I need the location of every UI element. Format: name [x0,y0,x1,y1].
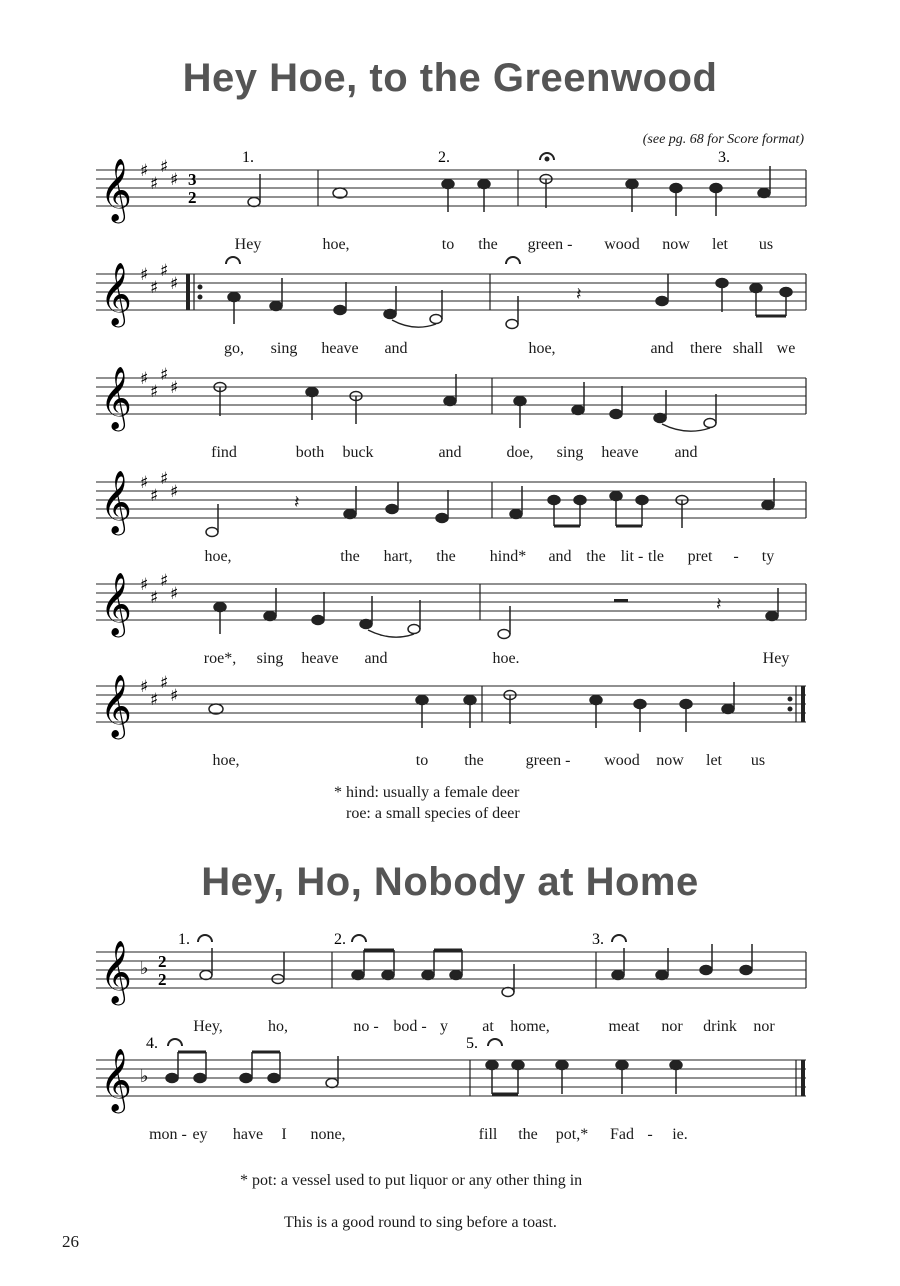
lyric: shall [732,340,764,357]
lyrics-line [96,1126,806,1148]
lyric: have [232,1126,264,1143]
svg-text:♯: ♯ [160,571,169,591]
svg-text:♯: ♯ [160,469,169,489]
treble-clef-icon: 𝄞 [100,572,132,635]
lyric: to [415,752,429,769]
lyric: the [478,236,498,253]
svg-text:♯: ♯ [150,486,159,506]
lyric: mon - [149,1126,187,1143]
svg-text:𝄽: 𝄽 [294,492,300,512]
svg-text:𝄽: 𝄽 [576,284,582,304]
lyric: wood [604,236,640,253]
lyrics-line [96,1018,806,1040]
lyric: fill [478,1126,498,1143]
lyric: we [776,340,796,357]
fermata-icon [168,1039,502,1046]
notes [166,1052,682,1094]
lyric: ie. [672,1126,688,1143]
svg-text:♯: ♯ [160,157,169,177]
lyric: hoe. [492,650,520,667]
treble-clef-icon: 𝄞 [100,262,132,325]
lyric: home, [510,1018,550,1035]
lyric: Fad [610,1126,634,1143]
svg-text:♯: ♯ [140,265,149,285]
lyric: the [464,752,484,769]
lyrics-line [96,650,806,672]
staff-6 [96,673,806,750]
lyric: heave [301,650,339,667]
lyric: sing [270,340,298,357]
score-format-reference: (see pg. 68 for Score format) [642,132,804,147]
fermata-icon [226,257,520,264]
lyric: sing [256,650,284,667]
lyric: roe*, [203,650,237,667]
svg-text:♯: ♯ [140,677,149,697]
song1-system-2 [96,261,806,358]
lyric: nor [661,1018,683,1035]
lyric: hoe, [528,340,556,357]
notes [209,682,734,732]
footnote-hind: * hind: usually a female deer [334,784,520,801]
lyric: - [733,548,739,565]
lyric: wood [604,752,640,769]
round-entry-3: 3. [718,149,730,166]
song1-system-5 [96,571,806,668]
lyric: now [656,752,684,769]
round-entry-3: 3. [592,931,604,948]
round-entry-2: 2. [334,931,346,948]
song1-system-4 [96,469,806,566]
lyric: ho, [268,1018,288,1035]
lyric: green - [525,752,571,769]
treble-clef-icon: 𝄞 [100,366,132,429]
slur [662,424,710,431]
staff-1 [96,149,806,234]
svg-text:♯: ♯ [160,365,169,385]
lyric: both [295,444,325,461]
song1-system-3 [96,365,806,462]
lyric: heave [321,340,359,357]
svg-text:♯: ♯ [170,274,179,294]
lyric: and [650,340,674,357]
treble-clef-icon: 𝄞 [100,1048,132,1111]
key-signature-flat: ♭ [140,1066,149,1087]
svg-text:♯: ♯ [150,382,159,402]
round-entry-2: 2. [438,149,450,166]
lyrics-line [96,340,806,362]
notes [214,374,716,428]
lyric: I [281,1126,287,1143]
song2-system-2 [96,1035,806,1144]
fermata-icon [198,935,626,942]
svg-text:♯: ♯ [160,673,169,693]
round-entry-1: 1. [178,931,190,948]
lyric: heave [601,444,639,461]
song2-title: Hey, Ho, Nobody at Home [201,860,699,904]
svg-text:♯: ♯ [160,261,169,281]
round-entry-1: 1. [242,149,254,166]
svg-text:♯: ♯ [140,473,149,493]
time-signature-bottom: 2 [158,970,167,989]
treble-clef-icon: 𝄞 [100,940,132,1003]
lyric: the [436,548,456,565]
time-signature-top: 3 [188,170,197,189]
lyric: tle [648,548,664,565]
lyric: none, [310,1126,346,1143]
lyric: find [211,444,237,461]
lyric: go, [224,340,244,357]
svg-text:♯: ♯ [140,575,149,595]
svg-text:♯: ♯ [170,170,179,190]
staff-5 [96,571,806,648]
lyric: ty [761,548,775,565]
lyric: Hey [234,236,262,253]
lyric: let [712,236,728,253]
lyric: Hey, [193,1018,223,1035]
lyric: now [662,236,690,253]
lyric: and [674,444,698,461]
svg-text:♯: ♯ [150,174,159,194]
slur [368,630,414,637]
footnote-roe: roe: a small species of deer [346,805,520,822]
lyric: drink [703,1018,737,1035]
lyric: pot,* [555,1126,589,1143]
lyric: to [441,236,455,253]
song2-system-1 [96,931,806,1036]
toast-remark: This is a good round to sing before a toast. [284,1214,557,1231]
svg-text:♯: ♯ [170,584,179,604]
lyric: and [438,444,462,461]
fermata-icon [540,153,554,161]
svg-text:♯: ♯ [150,690,159,710]
lyric: - [647,1126,653,1143]
staff-2 [96,261,806,338]
svg-text:♯: ♯ [140,369,149,389]
svg-text:♯: ♯ [170,686,179,706]
lyric: at [482,1018,494,1035]
svg-text:♯: ♯ [170,378,179,398]
notes [248,166,770,216]
lyric: sing [556,444,584,461]
staff-3 [96,365,806,442]
lyric: let [706,752,722,769]
song1-title: Hey Hoe, to the Greenwood [182,56,718,100]
lyrics-line [96,548,806,570]
round-entry-4: 4. [146,1035,158,1052]
footnote-pot: * pot: a vessel used to put liquor or any other thing in [240,1172,583,1189]
lyric: and [548,548,572,565]
lyrics-line [96,444,806,466]
page-number: 26 [62,1232,79,1251]
lyric: and [364,650,388,667]
song1-system-6 [96,673,806,770]
time-signature-bottom: 2 [188,188,197,207]
lyric: us [750,752,766,769]
round-entry-5: 5. [466,1035,478,1052]
lyric: meat [608,1018,640,1035]
key-signature-flat: ♭ [140,958,149,979]
svg-text:♯: ♯ [170,482,179,502]
lyric: pret [687,548,713,565]
lyric: the [586,548,606,565]
treble-clef-icon: 𝄞 [100,470,132,533]
lyric: nor [753,1018,775,1035]
lyrics-line [96,752,806,774]
treble-clef-icon: 𝄞 [100,674,132,737]
lyric: lit - [620,548,644,565]
lyric: the [340,548,360,565]
svg-text:𝄽: 𝄽 [716,594,722,614]
notes [214,588,778,639]
lyric: bod - [393,1018,427,1035]
notes [206,478,774,537]
slur [392,320,436,327]
lyric: and [384,340,408,357]
lyric: hoe, [204,548,232,565]
lyric: green - [527,236,573,253]
svg-text:♯: ♯ [140,161,149,181]
svg-text:♯: ♯ [150,588,159,608]
lyric: buck [342,444,374,461]
treble-clef-icon: 𝄞 [100,158,132,221]
lyric: ey [192,1126,208,1143]
lyric: Hey [762,650,790,667]
lyric: hart, [383,548,413,565]
lyric: there [690,340,722,357]
staff-4 [96,469,806,546]
time-signature-top: 2 [158,952,167,971]
staff-7 [96,931,806,1016]
lyric: hoe, [212,752,240,769]
lyric: doe, [506,444,534,461]
lyric: hoe, [322,236,350,253]
lyric: hind* [489,548,527,565]
lyric: the [518,1126,538,1143]
lyrics-line [96,236,806,258]
lyric: y [440,1018,448,1035]
svg-text:♯: ♯ [150,278,159,298]
lyric: no - [353,1018,379,1035]
staff-8 [96,1035,806,1124]
song1-system-1 [96,149,806,254]
lyric: us [758,236,774,253]
